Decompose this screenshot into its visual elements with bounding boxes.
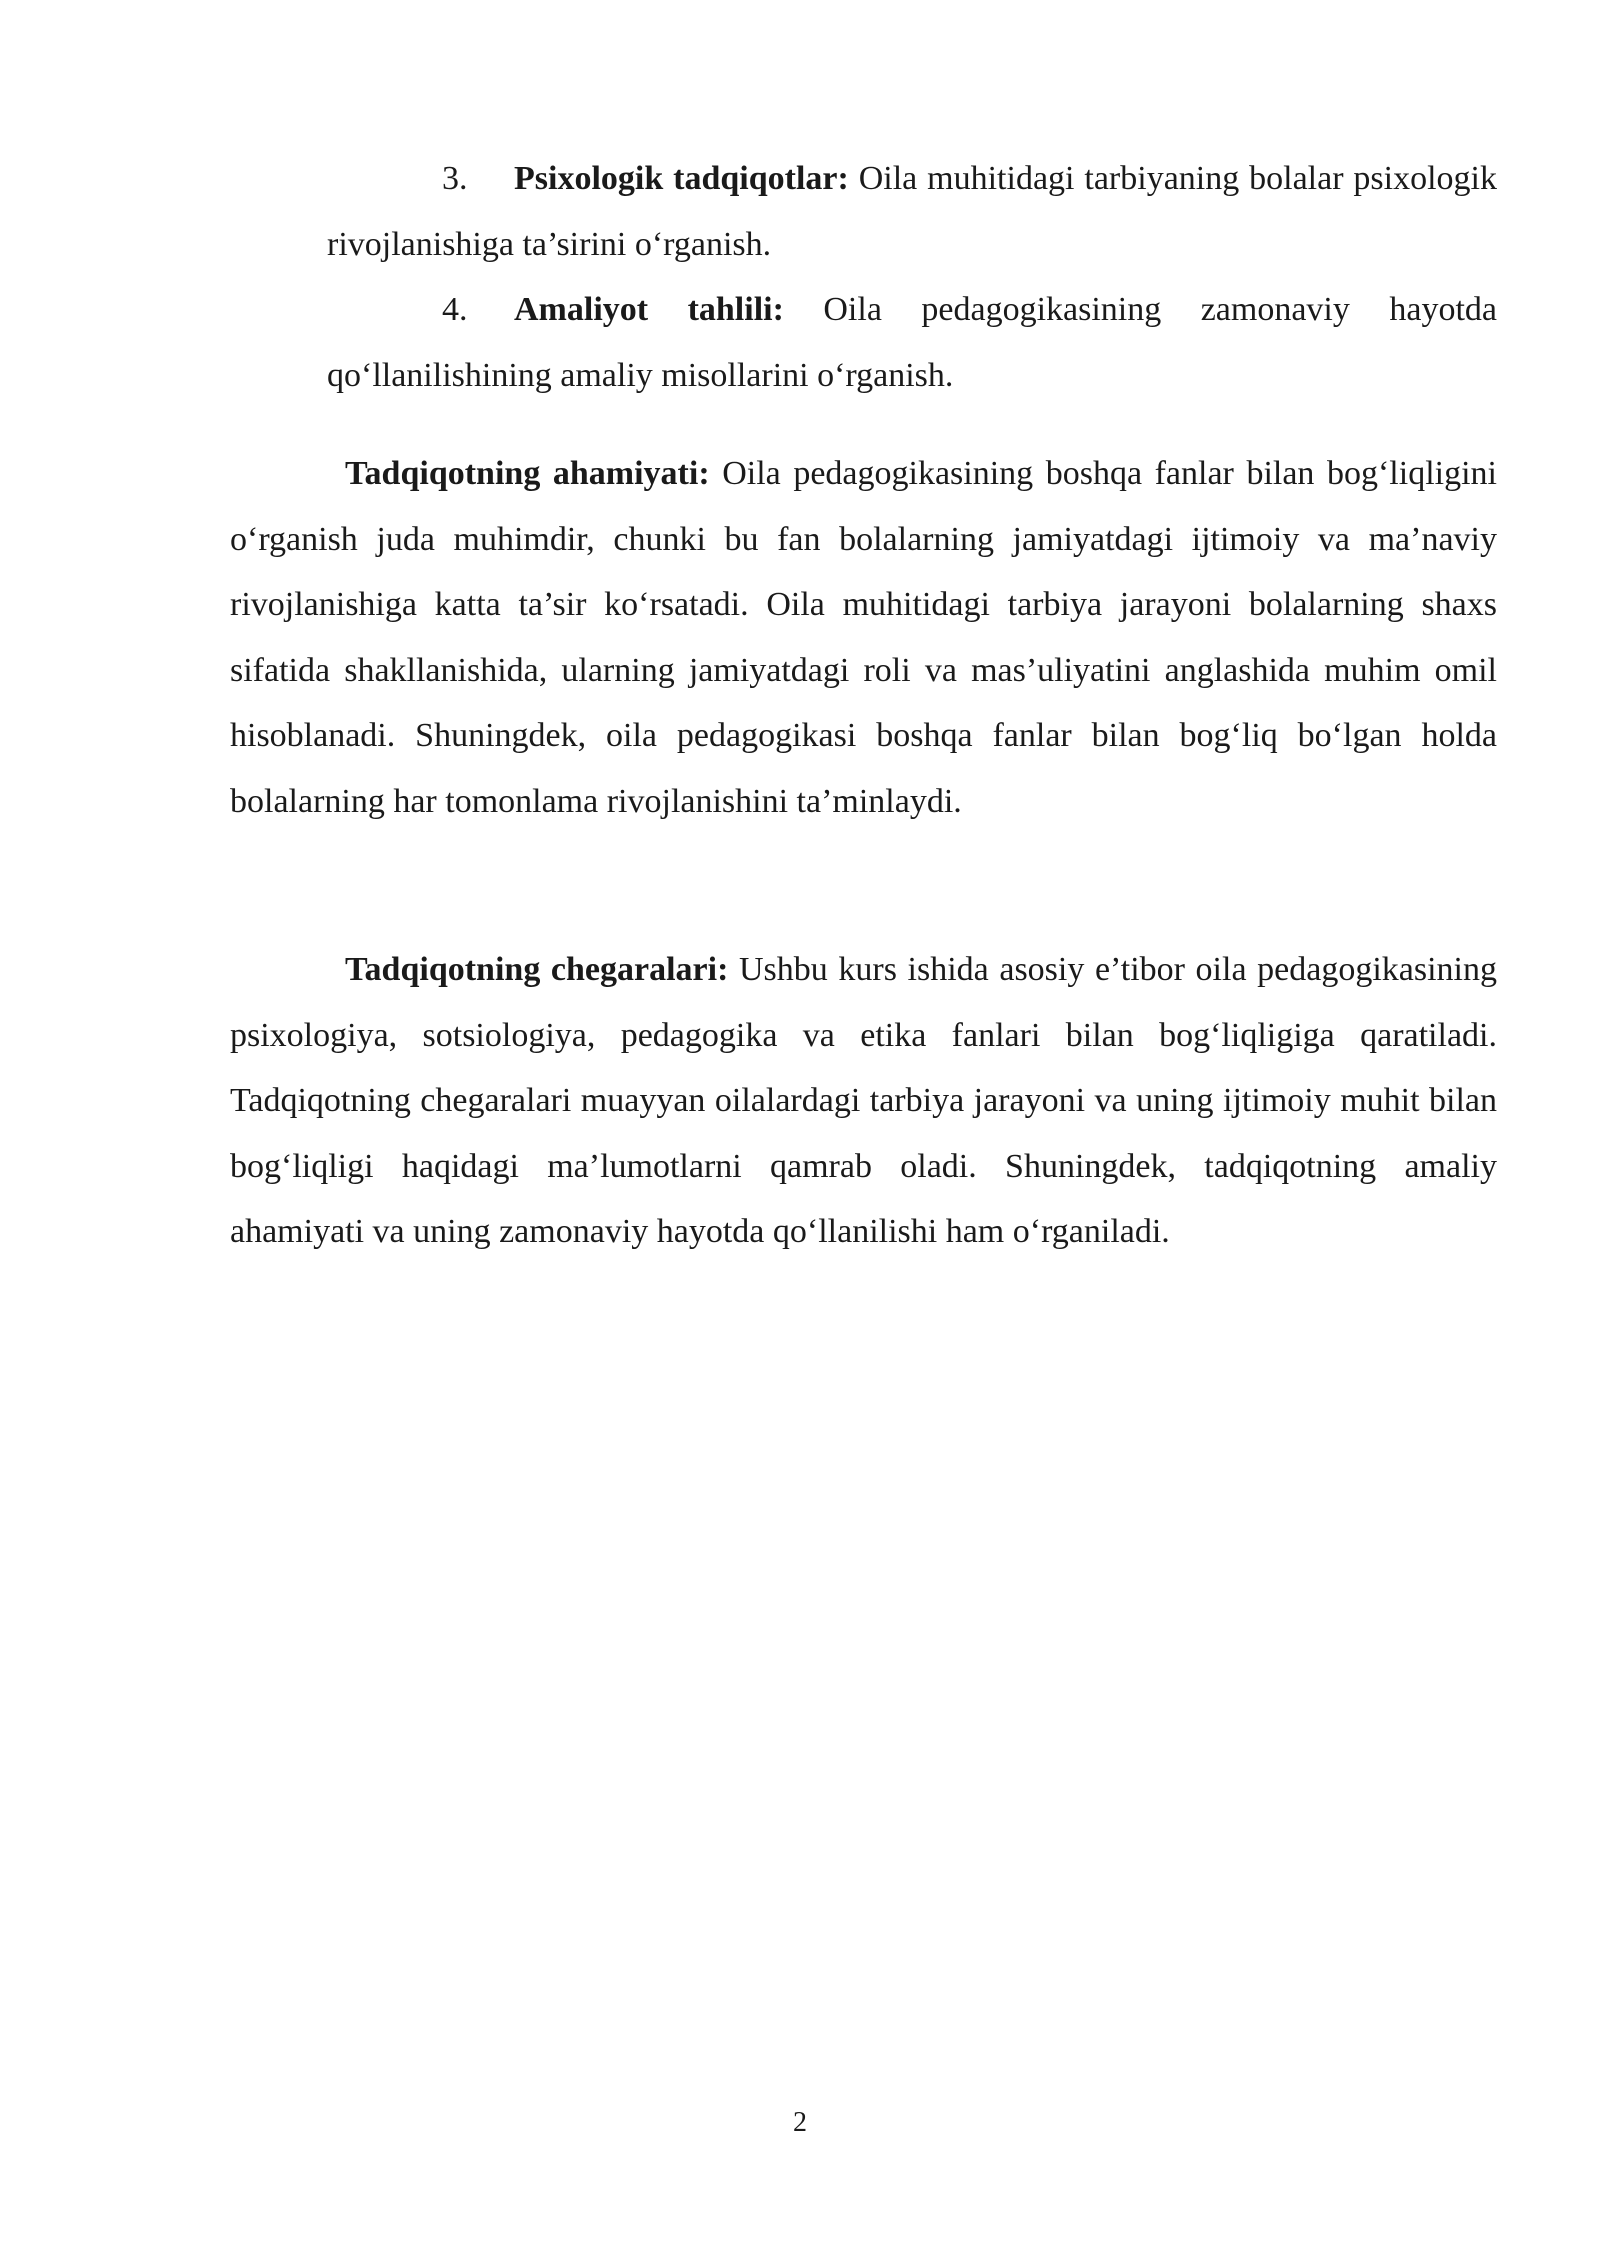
paragraph-text: Ushbu kurs ishida asosiy e’tibor oila pedagogikasining psixologiya, sotsiologiya, pedagogika va etika fanlari bilan bog‘liqligiga qaratiladi. Tadqiqotning chegaralari muayyan oilalardagi tarbiya jarayoni va uning ijtimoiy muhit bilan bog‘liqligi haqidagi ma’lumotlarni qamrab oladi. Shuningdek, tadqiqotning amaliy ahamiyati va uning zamonaviy hayotda qo‘llanilishi ham o‘rganiladi. bbox=[230, 951, 1497, 1250]
list-item-title: Amaliyot tahlili: bbox=[514, 291, 784, 328]
list-item-number: 3. bbox=[442, 160, 468, 197]
paragraph-significance bbox=[230, 441, 1497, 834]
page-number: 2 bbox=[793, 2107, 807, 2138]
paragraph-title: Tadqiqotning ahamiyati: bbox=[345, 455, 710, 492]
paragraph-limitations bbox=[230, 937, 1497, 1265]
list-item-title: Psixologik tadqiqotlar: bbox=[514, 160, 849, 197]
list-item bbox=[327, 277, 1497, 408]
numbered-list bbox=[327, 146, 1497, 408]
list-item-number: 4. bbox=[442, 291, 468, 328]
list-item bbox=[327, 146, 1497, 277]
paragraph-title: Tadqiqotning chegaralari: bbox=[345, 951, 729, 988]
list-item-text: Oila muhitidagi tarbiyaning bolalar psixologik rivojlanishiga ta’sirini o‘rganish. bbox=[327, 160, 1497, 263]
list-item-text: Oila pedagogikasining zamonaviy hayotda qo‘llanilishining amaliy misollarini o‘rganish. bbox=[327, 291, 1497, 394]
paragraph-text: Oila pedagogikasining boshqa fanlar bilan bog‘liqligini o‘rganish juda muhimdir, chunki bu fan bolalarning jamiyatdagi ijtimoiy va ma’naviy rivojlanishiga katta ta’sir ko‘rsatadi. Oila muhitidagi tarbiya jarayoni bolalarning shaxs sifatida shakllanishida, ularning jamiyatdagi roli va mas’uliyatini anglashida muhim omil hisoblanadi. Shuningdek, oila pedagogikasi boshqa fanlar bilan bog‘liq bo‘lgan holda bolalarning har tomonlama rivojlanishini ta’minlaydi. bbox=[230, 455, 1497, 820]
